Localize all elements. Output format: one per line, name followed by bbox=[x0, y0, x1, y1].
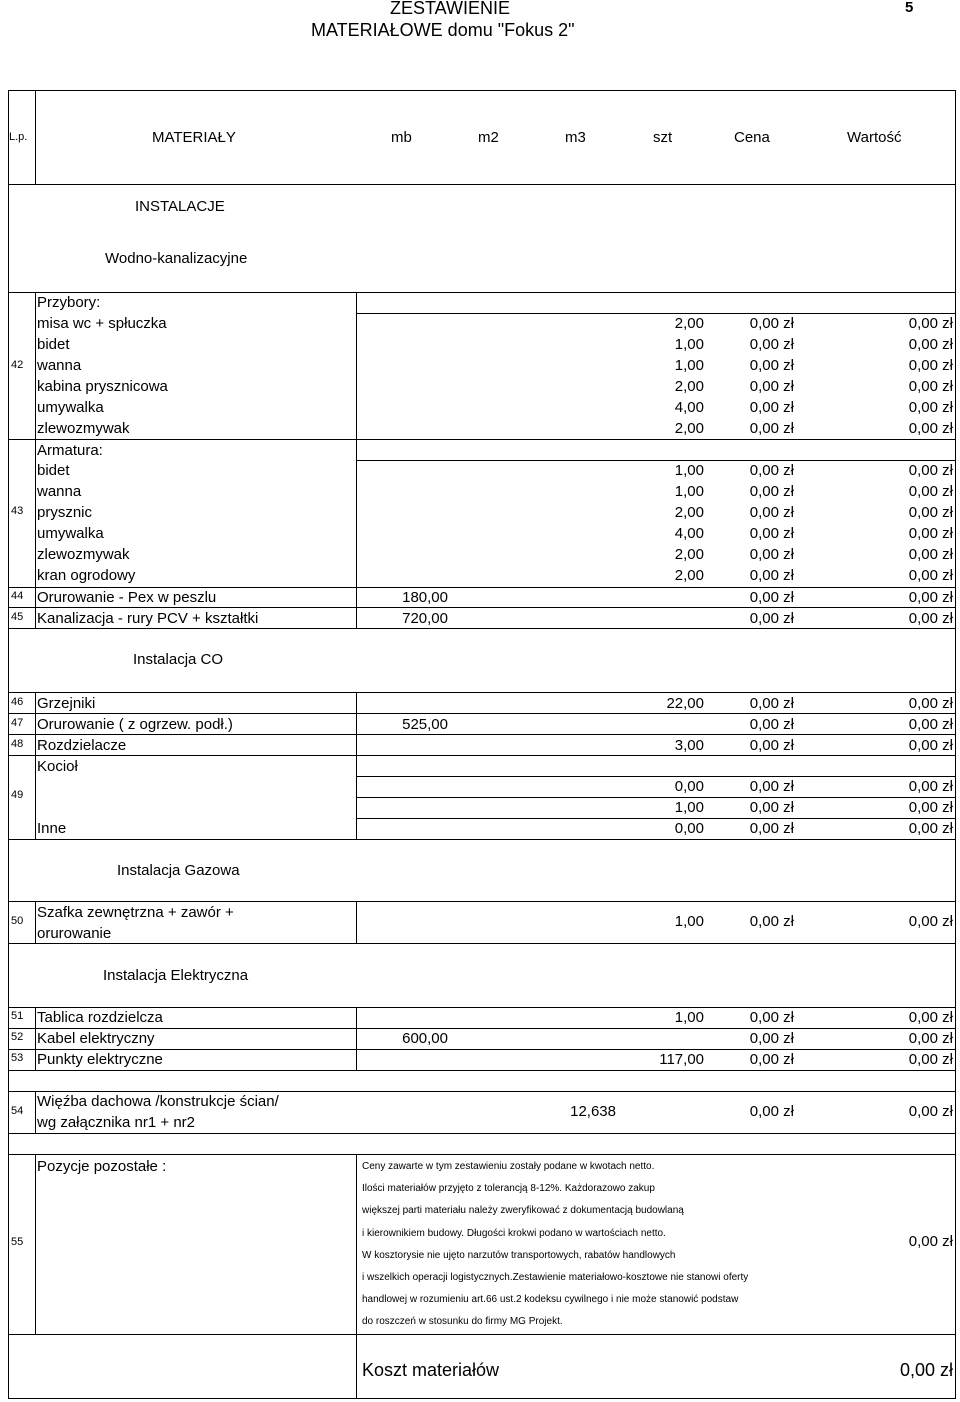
header-top-border bbox=[8, 90, 956, 91]
szt-value: 2,00 bbox=[674, 420, 704, 437]
wartosc-value: 0,00 zł bbox=[908, 913, 953, 930]
material-name: Tablica rozdzielcza bbox=[37, 1009, 163, 1026]
szt-value: 4,00 bbox=[674, 399, 704, 416]
row-line bbox=[8, 755, 956, 756]
row-line bbox=[8, 1070, 956, 1071]
section-elektryczna: Instalacja Elektryczna bbox=[103, 967, 249, 984]
section-left-border bbox=[8, 184, 9, 1399]
cena-value: 0,00 zł bbox=[749, 336, 794, 353]
row-line bbox=[8, 1334, 956, 1335]
cena-value: 0,00 zł bbox=[749, 913, 794, 930]
cena-value: 0,00 zł bbox=[749, 504, 794, 521]
lp-divider bbox=[35, 292, 36, 629]
cena-value: 0,00 zł bbox=[749, 567, 794, 584]
header-bottom-border bbox=[8, 184, 956, 185]
lp-52: 52 bbox=[11, 1031, 24, 1043]
document-title-line1: ZESTAWIENIE bbox=[390, 0, 511, 18]
wartosc-value: 0,00 zł bbox=[908, 610, 953, 627]
wartosc-value: 0,00 zł bbox=[908, 1009, 953, 1026]
row-line bbox=[8, 1091, 956, 1092]
cena-value: 0,00 zł bbox=[749, 716, 794, 733]
row-line bbox=[8, 692, 956, 693]
mb-value: 600,00 bbox=[402, 1030, 448, 1047]
szt-value: 1,00 bbox=[674, 1009, 704, 1026]
header-lp: L.p. bbox=[9, 131, 28, 143]
note-line: i wszelkich operacji logistycznych.Zestawienie materiałowo-kosztowe nie stanowi oferty bbox=[362, 1272, 749, 1283]
lp-divider bbox=[35, 692, 36, 840]
wartosc-value: 0,00 zł bbox=[908, 567, 953, 584]
material-name: umywalka bbox=[37, 399, 104, 416]
cena-value: 0,00 zł bbox=[749, 820, 794, 837]
szt-value: 2,00 bbox=[674, 546, 704, 563]
note-line: większej parti materiału należy zweryfikować z dokumentacją budowlaną bbox=[362, 1205, 684, 1217]
header-wartosc: Wartość bbox=[847, 129, 902, 146]
wartosc-value: 0,00 zł bbox=[908, 504, 953, 521]
lp-44: 44 bbox=[11, 590, 24, 602]
material-name-cont: wg załącznika nr1 + nr2 bbox=[37, 1114, 195, 1131]
material-name: zlewozmywak bbox=[37, 420, 130, 437]
row-line bbox=[8, 839, 956, 840]
row-line bbox=[8, 607, 956, 608]
note-line: handlowej w rozumieniu art.66 ust.2 kodeksu cywilnego i nie może stanowić podstaw bbox=[362, 1294, 739, 1306]
total-bottom-border bbox=[8, 1398, 956, 1399]
m3-value: 12,638 bbox=[570, 1103, 616, 1120]
header-materialy: MATERIAŁY bbox=[152, 129, 236, 146]
cena-value: 0,00 zł bbox=[749, 778, 794, 795]
lp-54: 54 bbox=[11, 1105, 24, 1117]
material-name-cont: orurowanie bbox=[37, 925, 112, 942]
cena-value: 0,00 zł bbox=[749, 589, 794, 606]
szt-value: 2,00 bbox=[674, 378, 704, 395]
header-m2: m2 bbox=[478, 129, 499, 146]
material-divider bbox=[356, 1154, 357, 1335]
table-top-border bbox=[8, 292, 956, 293]
wartosc-value: 0,00 zł bbox=[908, 1233, 953, 1250]
row-line bbox=[8, 1007, 956, 1008]
lp-55: 55 bbox=[11, 1236, 24, 1248]
group-divider bbox=[8, 439, 956, 440]
lp-46: 46 bbox=[11, 696, 24, 708]
lp-divider bbox=[35, 1154, 36, 1335]
wartosc-value: 0,00 zł bbox=[908, 1051, 953, 1068]
material-name: Punkty elektryczne bbox=[37, 1051, 163, 1068]
material-name: Pozycje pozostałe : bbox=[37, 1158, 167, 1175]
row-line bbox=[356, 797, 956, 798]
total-divider bbox=[356, 1334, 357, 1399]
cena-value: 0,00 zł bbox=[749, 546, 794, 563]
szt-value: 1,00 bbox=[674, 462, 704, 479]
cena-value: 0,00 zł bbox=[749, 462, 794, 479]
row-line bbox=[8, 1133, 956, 1134]
material-name: bidet bbox=[37, 336, 70, 353]
lp-49: 49 bbox=[11, 789, 24, 801]
note-line: Ilości materiałów przyjęto z tolerancją 8-12%. Każdorazowo zakup bbox=[362, 1183, 655, 1195]
row-line bbox=[8, 1049, 956, 1050]
szt-value: 1,00 bbox=[674, 913, 704, 930]
group-heading: Kocioł bbox=[37, 758, 78, 775]
szt-value: 3,00 bbox=[674, 737, 704, 754]
material-name: kabina prysznicowa bbox=[37, 378, 168, 395]
mb-value: 180,00 bbox=[402, 589, 448, 606]
cena-value: 0,00 zł bbox=[749, 399, 794, 416]
header-m3: m3 bbox=[565, 129, 586, 146]
material-name: kran ogrodowy bbox=[37, 567, 136, 584]
wartosc-value: 0,00 zł bbox=[908, 778, 953, 795]
material-name: Orurowanie ( z ogrzew. podł.) bbox=[37, 716, 233, 733]
lp-48: 48 bbox=[11, 738, 24, 750]
lp-53: 53 bbox=[11, 1052, 24, 1064]
lp-51: 51 bbox=[11, 1010, 24, 1022]
cena-value: 0,00 zł bbox=[749, 483, 794, 500]
wartosc-value: 0,00 zł bbox=[908, 695, 953, 712]
row-line bbox=[356, 776, 956, 777]
szt-value: 4,00 bbox=[674, 525, 704, 542]
row-line bbox=[8, 943, 956, 944]
total-value: 0,00 zł bbox=[899, 1360, 953, 1380]
section-co: Instalacja CO bbox=[133, 651, 224, 668]
cena-value: 0,00 zł bbox=[749, 1009, 794, 1026]
document-title-line2: MATERIAŁOWE domu "Fokus 2" bbox=[311, 20, 575, 40]
material-name: umywalka bbox=[37, 525, 104, 542]
material-divider bbox=[356, 901, 357, 944]
szt-value: 1,00 bbox=[674, 336, 704, 353]
header-szt: szt bbox=[653, 129, 673, 146]
cena-value: 0,00 zł bbox=[749, 1030, 794, 1047]
wartosc-value: 0,00 zł bbox=[908, 483, 953, 500]
section-gazowa: Instalacja Gazowa bbox=[117, 862, 240, 879]
wartosc-value: 0,00 zł bbox=[908, 716, 953, 733]
lp-43: 43 bbox=[11, 505, 24, 517]
cena-value: 0,00 zł bbox=[749, 525, 794, 542]
material-name: bidet bbox=[37, 462, 70, 479]
mb-value: 525,00 bbox=[402, 716, 448, 733]
material-name: Grzejniki bbox=[37, 695, 96, 712]
wartosc-value: 0,00 zł bbox=[908, 420, 953, 437]
cena-value: 0,00 zł bbox=[749, 799, 794, 816]
lp-divider bbox=[35, 1091, 36, 1134]
group-heading: Przybory: bbox=[37, 294, 101, 311]
cena-value: 0,00 zł bbox=[749, 315, 794, 332]
header-divider bbox=[35, 90, 36, 185]
material-name: prysznic bbox=[37, 504, 93, 521]
material-name: zlewozmywak bbox=[37, 546, 130, 563]
lp-divider bbox=[35, 1007, 36, 1071]
header-cena: Cena bbox=[734, 129, 770, 146]
wartosc-value: 0,00 zł bbox=[908, 737, 953, 754]
note-line: Ceny zawarte w tym zestawieniu zostały podane w kwotach netto. bbox=[362, 1161, 655, 1172]
wartosc-value: 0,00 zł bbox=[908, 820, 953, 837]
cena-value: 0,00 zł bbox=[749, 737, 794, 754]
szt-value: 2,00 bbox=[674, 315, 704, 332]
row-line bbox=[356, 313, 956, 314]
cena-value: 0,00 zł bbox=[749, 1103, 794, 1120]
lp-47: 47 bbox=[11, 717, 24, 729]
cena-value: 0,00 zł bbox=[749, 610, 794, 627]
group-heading: Armatura: bbox=[37, 442, 103, 459]
row-line bbox=[8, 901, 956, 902]
szt-value: 1,00 bbox=[674, 799, 704, 816]
cena-value: 0,00 zł bbox=[749, 357, 794, 374]
wartosc-value: 0,00 zł bbox=[908, 1030, 953, 1047]
section-wodno: Wodno-kanalizacyjne bbox=[105, 250, 248, 267]
material-name: wanna bbox=[37, 483, 82, 500]
material-name: wanna bbox=[37, 357, 82, 374]
row-line bbox=[356, 818, 956, 819]
wartosc-value: 0,00 zł bbox=[908, 589, 953, 606]
row-line bbox=[8, 628, 956, 629]
note-line: i kierownikiem budowy. Długości krokwi podano w wartościach netto. bbox=[362, 1227, 666, 1239]
wartosc-value: 0,00 zł bbox=[908, 1103, 953, 1120]
wartosc-value: 0,00 zł bbox=[908, 315, 953, 332]
header-right-border bbox=[955, 90, 956, 185]
lp-45: 45 bbox=[11, 611, 24, 623]
material-divider bbox=[356, 692, 357, 840]
cena-value: 0,00 zł bbox=[749, 1051, 794, 1068]
total-label: Koszt materiałów bbox=[362, 1360, 500, 1380]
material-name: misa wc + spłuczka bbox=[37, 315, 167, 332]
row-line bbox=[8, 587, 956, 588]
material-name: Kanalizacja - rury PCV + kształtki bbox=[37, 610, 259, 627]
note-line: W kosztorysie nie ujęto narzutów transportowych, rabatów handlowych bbox=[362, 1249, 676, 1261]
szt-value: 2,00 bbox=[674, 504, 704, 521]
wartosc-value: 0,00 zł bbox=[908, 399, 953, 416]
material-name: Kabel elektryczny bbox=[37, 1030, 155, 1047]
wartosc-value: 0,00 zł bbox=[908, 378, 953, 395]
cena-value: 0,00 zł bbox=[749, 420, 794, 437]
row-line bbox=[8, 713, 956, 714]
row-line bbox=[8, 1028, 956, 1029]
row-line bbox=[8, 734, 956, 735]
wartosc-value: 0,00 zł bbox=[908, 336, 953, 353]
page-number: 5 bbox=[905, 0, 914, 16]
wartosc-value: 0,00 zł bbox=[908, 799, 953, 816]
material-name: Więźba dachowa /konstrukcje ścian/ bbox=[37, 1093, 279, 1110]
wartosc-value: 0,00 zł bbox=[908, 525, 953, 542]
note-line: do roszczeń w stosunku do firmy MG Projekt. bbox=[362, 1316, 563, 1328]
szt-value: 0,00 bbox=[674, 820, 704, 837]
lp-divider bbox=[35, 901, 36, 944]
szt-value: 0,00 bbox=[674, 778, 704, 795]
material-name: Orurowanie - Pex w peszlu bbox=[37, 589, 217, 606]
material-name: Inne bbox=[37, 820, 67, 837]
szt-value: 2,00 bbox=[674, 567, 704, 584]
wartosc-value: 0,00 zł bbox=[908, 462, 953, 479]
szt-value: 1,00 bbox=[674, 357, 704, 374]
wartosc-value: 0,00 zł bbox=[908, 357, 953, 374]
material-name: Szafka zewnętrzna + zawór + bbox=[37, 904, 234, 921]
szt-value: 117,00 bbox=[659, 1051, 704, 1068]
szt-value: 1,00 bbox=[674, 483, 704, 500]
lp-42: 42 bbox=[11, 359, 24, 371]
section-right-border bbox=[955, 184, 956, 1399]
section-instalacje: INSTALACJE bbox=[135, 198, 225, 215]
row-line bbox=[356, 460, 956, 461]
header-mb: mb bbox=[391, 129, 412, 146]
row-line bbox=[8, 1154, 956, 1155]
cena-value: 0,00 zł bbox=[749, 378, 794, 395]
mb-value: 720,00 bbox=[402, 610, 448, 627]
cena-value: 0,00 zł bbox=[749, 695, 794, 712]
material-divider bbox=[356, 1007, 357, 1071]
lp-50: 50 bbox=[11, 915, 24, 927]
material-name: Rozdzielacze bbox=[37, 737, 127, 754]
wartosc-value: 0,00 zł bbox=[908, 546, 953, 563]
szt-value: 22,00 bbox=[666, 695, 704, 712]
